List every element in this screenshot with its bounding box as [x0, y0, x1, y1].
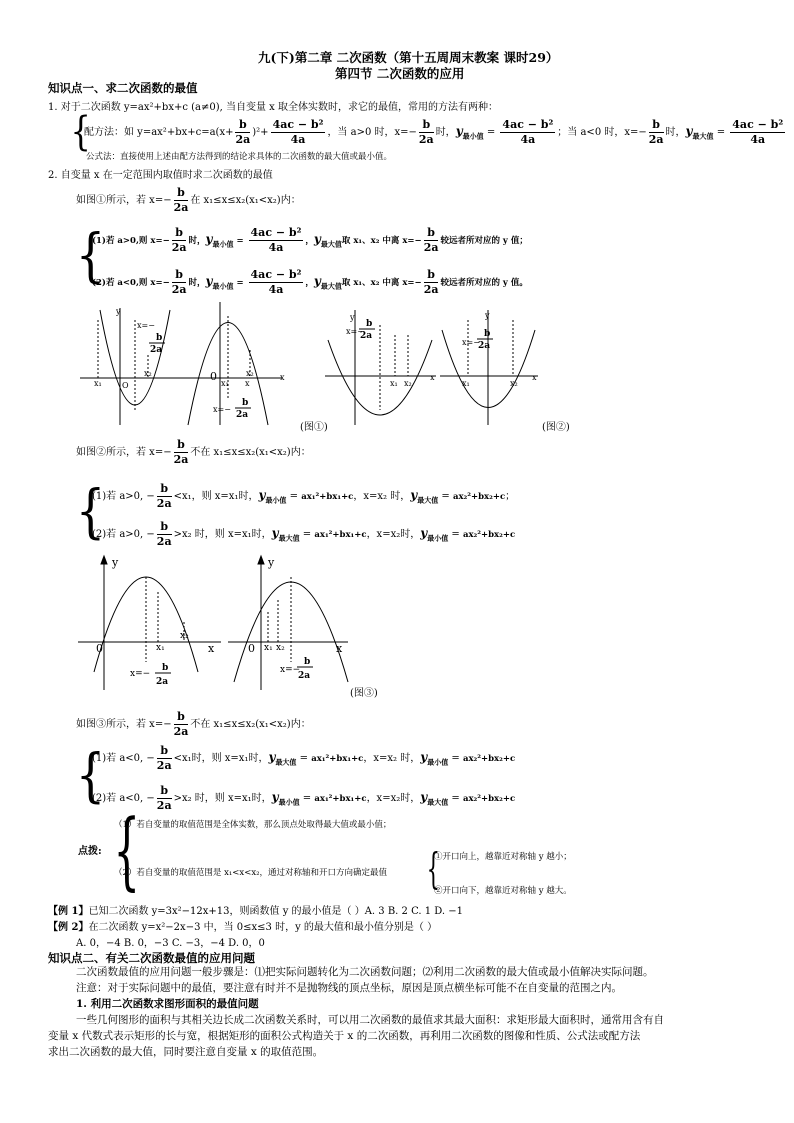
svg-text:x=−: x=− — [462, 338, 480, 347]
svg-text:2a: 2a — [236, 410, 249, 420]
section-heading-1: 知识点一、求二次函数的最值 — [48, 81, 198, 95]
brace: { — [75, 477, 106, 545]
svg-text:x₁: x₁ — [221, 379, 229, 388]
svg-text:x: x — [532, 373, 537, 382]
graph-a-y: y — [116, 307, 121, 316]
svg-text:b: b — [366, 319, 373, 329]
example-2-options: A. 0，−4 B. 0，−3 C. −3，−4 D. 0，0 — [76, 938, 265, 949]
item-2: 2. 自变量 x 在一定范围内取值时求二次函数的最值 — [48, 170, 273, 181]
svg-text:2a: 2a — [360, 331, 373, 341]
figure-1-2-graphs — [70, 300, 590, 430]
svg-text:O: O — [122, 381, 129, 390]
page-subtitle: 第四节 二次函数的应用 — [335, 66, 465, 81]
k2-para-2: 注意：对于实际问题中的最值，要注意有时并不是抛物线的顶点坐标，原因是顶点横坐标可能不在自变量的范围之内。 — [76, 982, 622, 994]
dianbo-4: ②开口向下，越靠近对称轴 y 越大。 — [434, 886, 572, 896]
svg-text:y: y — [268, 556, 275, 569]
svg-text:b: b — [484, 329, 491, 339]
example-1: 【例 1】已知二次函数 y=3x²−12x+13，则函数值 y 的最小值是（ ）A. 3 B. 2 C. 1 D. −1 — [48, 906, 464, 917]
example-2: 【例 2】在二次函数 y=x²−2x−3 中，当 0≤x≤3 时，y 的最大值和最小值分别是（ ） — [48, 922, 438, 933]
svg-text:x₂: x₂ — [276, 643, 285, 653]
svg-text:x₁: x₁ — [94, 379, 102, 388]
svg-text:b: b — [304, 657, 311, 667]
brace: { — [75, 221, 106, 289]
fig2-intro: 如图②所示，若 x=− $\frac{b}{2a}$ 不在 x₁≤x≤x₂(x₁<x₂)内： — [76, 438, 311, 466]
svg-text:x=−: x=− — [346, 327, 364, 336]
svg-text:x₁: x₁ — [156, 643, 165, 653]
svg-text:b: b — [162, 663, 169, 673]
svg-text:2a: 2a — [156, 677, 169, 687]
svg-text:x: x — [280, 373, 285, 382]
case-1a: (1)若 a>0,则 x=− $\frac{b}{2a}$ 时，$y_{最小值}$ = $\frac{\text{4ac − b²}}{4a}$ ，$y_{最大值}$取 x₁、x₂ 中离 x=− $\frac{b}{2a}$ 较远者所对应的 y 值； — [92, 226, 528, 254]
k2-para-1: 二次函数最值的应用问题一般步骤是：⑴把实际问题转化为二次函数问题；⑵利用二次函数的最大值或最小值解决实际问题。 — [76, 966, 654, 978]
fig3-intro: 如图③所示，若 x=− $\frac{b}{2a}$ 不在 x₁≤x≤x₂(x₁<x₂)内： — [76, 710, 311, 738]
brace: { — [113, 801, 141, 899]
fig1-label: (图①) — [300, 422, 328, 433]
svg-text:b: b — [156, 333, 163, 343]
case-2b: (2)若 a>0, − $\frac{b}{2a}$ >x₂ 时，则 x=x₁时，$y_{最大值} = ax_1^2+bx_1+c$，x=x₂时，$y_{最小值} = ax_2^2+bx_2+c$ — [92, 520, 516, 548]
k2-sub-1: 1. 利用二次函数求图形面积的最值问题 — [76, 998, 259, 1010]
case-3a: (1)若 a<0, − $\frac{b}{2a}$ <x₁时，则 x=x₁时，$y_{最大值} = ax_1^2+bx_1+c$，x=x₂ 时，$y_{最小值} = ax_2^2+bx_2+c$ — [92, 744, 516, 772]
svg-text:0: 0 — [248, 642, 255, 655]
svg-text:x₂: x₂ — [180, 631, 189, 641]
dianbo-label: 点拨: — [78, 846, 102, 857]
svg-text:x₂: x₂ — [510, 379, 518, 388]
svg-text:x: x — [208, 642, 215, 655]
case-3b: (2)若 a<0, − $\frac{b}{2a}$ >x₂ 时，则 x=x₁时，$y_{最小值} = ax_1^2+bx_1+c$，x=x₂时，$y_{最大值} = ax_2^2+bx_2+c$ — [92, 784, 516, 812]
k2-para-5: 求出二次函数的最大值，同时要注意自变量 x 的取值范围。 — [48, 1046, 324, 1058]
section-heading-2: 知识点二、有关二次函数最值的应用问题 — [48, 951, 255, 965]
brace: { — [75, 741, 106, 809]
svg-text:x=−: x=− — [280, 665, 301, 675]
svg-text:0: 0 — [210, 370, 217, 383]
svg-text:y: y — [485, 311, 490, 320]
brace: { — [426, 844, 441, 893]
case-1b: (2)若 a<0,则 x=− $\frac{b}{2a}$ 时，$y_{最小值}$ = $\frac{\text{4ac − b²}}{4a}$ ，$y_{最大值}$取 x₁、x₂ 中离 x=− $\frac{b}{2a}$ 较远者所对应的 y 值。 — [92, 268, 528, 296]
case-2a: (1)若 a>0, − $\frac{b}{2a}$ <x₁，则 x=x₁时，$y_{最小值} = ax_1^2+bx_1+c$，x=x₂ 时，$y_{最大值} = ax_2^2+bx_2+c$； — [92, 482, 516, 510]
svg-text:x: x — [245, 379, 250, 388]
dianbo-2: （2）若自变量的取值范围是 x₁<x<x₂，通过对称轴和开口方向确定最值 — [114, 868, 388, 878]
fig3-label: (图③) — [350, 688, 378, 699]
dianbo-3: ①开口向上，越靠近对称轴 y 越小； — [434, 852, 572, 862]
k2-para-3: 一些几何图形的面积与其相关边长成二次函数关系时，可以用二次函数的最值求其最大面积：求矩形最大面积时，通常用含有自 — [76, 1014, 664, 1026]
item-1: 1. 对于二次函数 y=ax²+bx+c (a≠0), 当自变量 x 取全体实数时，求它的最值，常用的方法有两种： — [48, 102, 498, 113]
svg-text:2a: 2a — [478, 341, 491, 351]
svg-text:2a: 2a — [298, 671, 311, 681]
svg-text:x=−: x=− — [130, 669, 151, 679]
peifa-line: 配方法：如 y=ax²+bx+c=a(x+ $\frac{b}{2a}$ )²+ $\frac{\text{4ac − b²}}{4a}$ ，当 a>0 时，x=− $\frac{b}{2a}$ 时，$y_{最小值}$ = $\frac{\text{4ac − b²}}{4a}$ ；当 a<0 时，x=− $\frac{b}{2a}$ 时，$y_{最大值}$ = $\frac{\text{4ac − b²}}{4a}$ — [84, 118, 784, 146]
svg-text:0: 0 — [96, 642, 103, 655]
svg-text:2a: 2a — [150, 345, 163, 355]
svg-text:y: y — [112, 556, 119, 569]
svg-text:x₂: x₂ — [144, 369, 152, 378]
svg-text:x=−: x=− — [137, 321, 155, 330]
svg-text:x₂: x₂ — [246, 369, 254, 378]
page-title: 九(下)第二章 二次函数（第十五周周末教案 课时29） — [258, 50, 559, 65]
fig1-intro: 如图①所示，若 x=− $\frac{b}{2a}$ 在 x₁≤x≤x₂(x₁<x₂)内： — [76, 186, 301, 214]
svg-text:x₁: x₁ — [390, 379, 398, 388]
k2-para-4: 变量 x 代数式表示矩形的长与宽，根据矩形的面积公式构造关于 x 的二次函数，再利用二次函数的图像和性质、公式法或配方法 — [48, 1030, 641, 1042]
svg-text:x=−: x=− — [213, 405, 231, 414]
svg-text:x₁: x₁ — [264, 643, 273, 653]
brace: { — [70, 109, 91, 155]
figure-3-graphs — [76, 552, 376, 692]
fig2-label: (图②) — [542, 422, 570, 433]
gongshi-line: 公式法：直接使用上述由配方法得到的结论求具体的二次函数的最大值或最小值。 — [86, 152, 393, 162]
svg-text:x: x — [430, 373, 435, 382]
svg-text:y: y — [350, 313, 355, 322]
svg-text:x: x — [336, 642, 343, 655]
svg-text:x₁: x₁ — [462, 379, 470, 388]
dianbo-1: （1）若自变量的取值范围是全体实数，那么顶点处取得最大值或最小值； — [114, 820, 392, 830]
svg-text:b: b — [242, 398, 249, 408]
svg-text:x₂: x₂ — [404, 379, 412, 388]
